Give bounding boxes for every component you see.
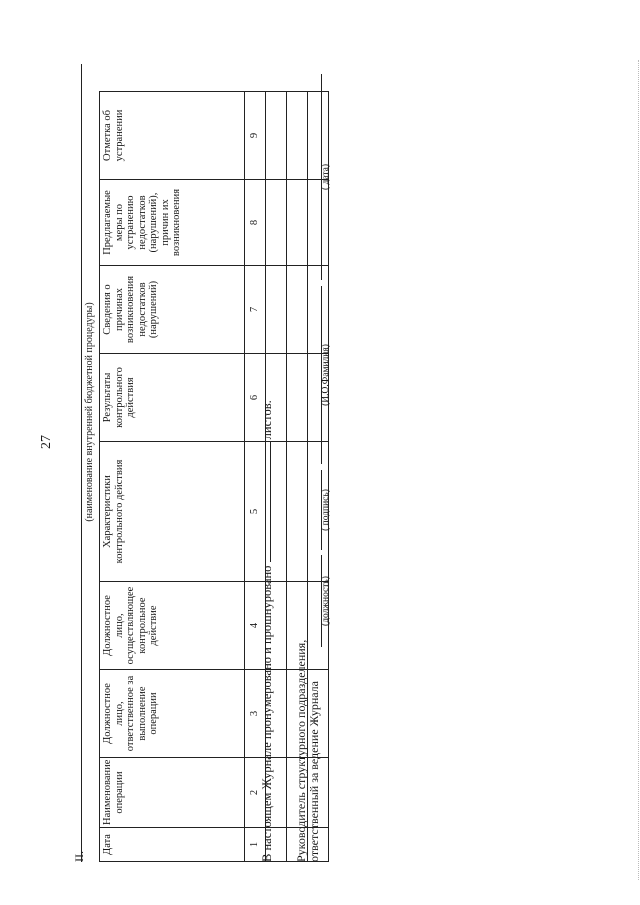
table-cell bbox=[266, 180, 287, 266]
signer-title-line1: Руководитель структурного подразделения, bbox=[294, 639, 308, 862]
signer-block bbox=[295, 640, 321, 862]
table-cell bbox=[287, 354, 308, 442]
table-cell bbox=[287, 180, 308, 266]
header-line-left bbox=[81, 804, 82, 862]
header-control-results: Результаты контрольного действия bbox=[100, 354, 245, 442]
scan-edge-line bbox=[638, 60, 639, 880]
column-number: 7 bbox=[245, 266, 266, 354]
position-caption: (должность) bbox=[321, 576, 331, 626]
procedure-name-line bbox=[81, 64, 82, 804]
column-number: 8 bbox=[245, 180, 266, 266]
table-cell bbox=[287, 442, 308, 582]
table-header-row bbox=[100, 92, 245, 862]
column-number: 4 bbox=[245, 582, 266, 670]
table-cell bbox=[266, 92, 287, 180]
signer-title-line2: ответственный за ведение Журнала bbox=[307, 681, 321, 862]
numbering-text: В настоящем Журнале пронумеровано и прошнуровано bbox=[260, 565, 274, 862]
header-control-characteristics: Характеристики контрольного действия bbox=[100, 442, 245, 582]
header-proposed-measures: Предлагаемые меры по устранению недостатков (нарушений), причин их возникновения bbox=[100, 180, 245, 266]
numbering-suffix: листов. bbox=[260, 400, 274, 440]
page-number: 27 bbox=[39, 435, 54, 449]
sheet-count-blank bbox=[258, 442, 271, 562]
header-responsible-person: Должностное лицо, ответственное за выполнение операции bbox=[100, 670, 245, 758]
header-operation-name: Наименование операции bbox=[100, 758, 245, 828]
table-cell bbox=[287, 92, 308, 180]
section-mark: II. bbox=[72, 851, 86, 862]
procedure-caption: (наименование внутренней бюджетной процедуры) bbox=[84, 302, 95, 522]
numbering-statement bbox=[258, 400, 275, 862]
header-elimination-mark: Отметка об устранении bbox=[100, 92, 245, 180]
column-number: 9 bbox=[245, 92, 266, 180]
column-number: 5 bbox=[245, 442, 266, 582]
table-cell bbox=[266, 266, 287, 354]
table-cell bbox=[287, 266, 308, 354]
signature-caption: ( подпись) bbox=[321, 489, 331, 531]
column-number: 2 bbox=[245, 758, 266, 828]
header-date: Дата bbox=[100, 828, 245, 862]
column-number: 1 bbox=[245, 828, 266, 862]
date-caption: ( дата) bbox=[321, 164, 331, 190]
rotated-sheet bbox=[25, 42, 615, 862]
header-violation-causes: Сведения о причинах возникновения недостатков (нарушений) bbox=[100, 266, 245, 354]
column-number: 3 bbox=[245, 670, 266, 758]
column-number: 6 bbox=[245, 354, 266, 442]
header-control-person: Должностное лицо, осуществляющее контрольное действие bbox=[100, 582, 245, 670]
name-caption: (И.О.Фамилия) bbox=[321, 344, 331, 406]
